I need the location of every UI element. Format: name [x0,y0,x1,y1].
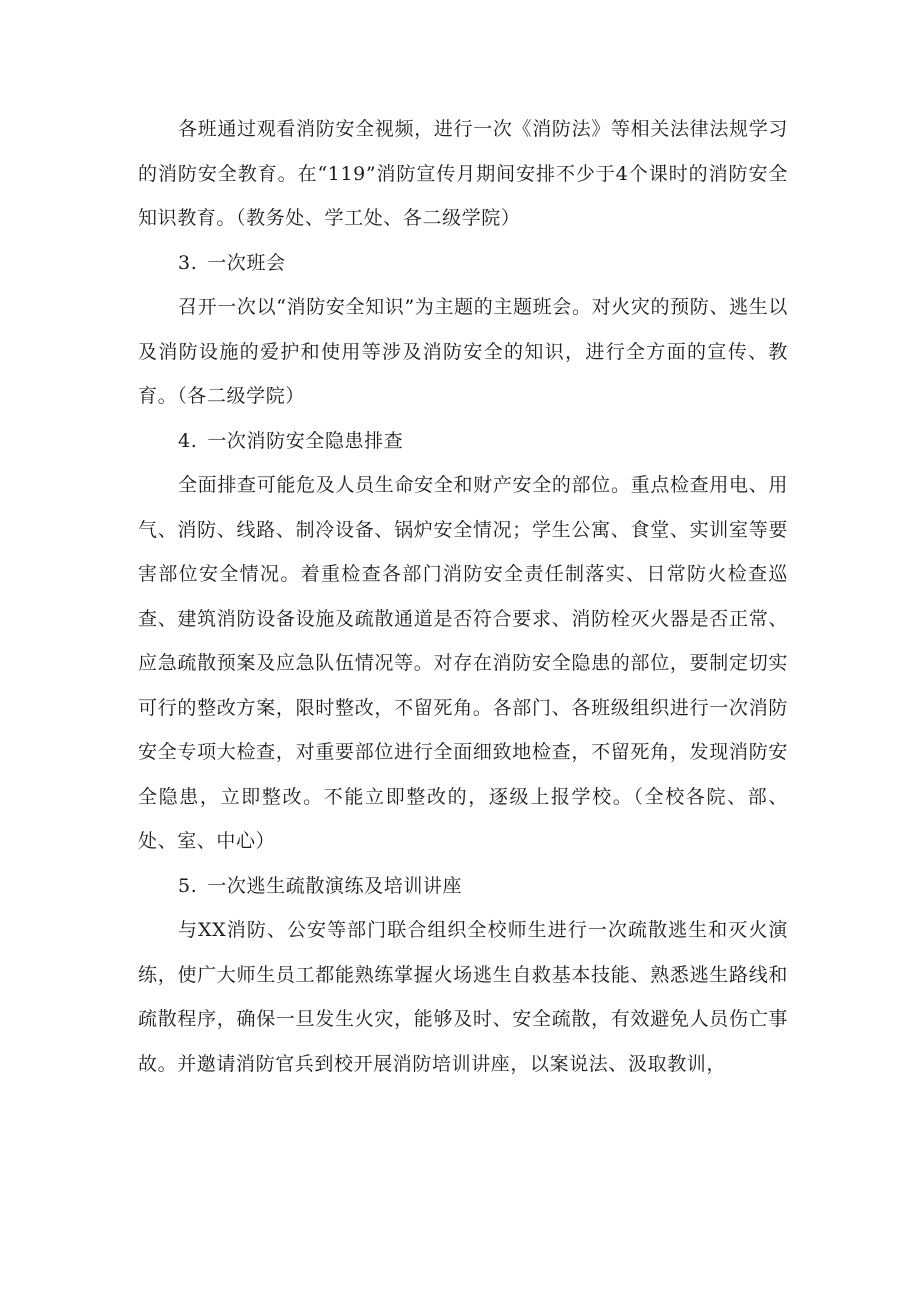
section-number: 5. [178,874,198,897]
section-number: 3. [178,251,198,274]
section-title: 一次逃生疏散演练及培训讲座 [207,874,463,897]
section-title: 一次班会 [207,251,286,274]
section-heading-evacuation-drill [138,864,788,909]
paragraph-class-meeting: 召开一次以“消防安全知识”为主题的主题班会。对火灾的预防、逃生以及消防设施的爱护和使用等涉及消防安全的知识，进行全方面的宣传、教育。（各二级学院） [138,296,788,407]
section-heading-hazard-inspection [138,419,788,464]
paragraph-evacuation-drill: 与XX消防、公安等部门联合组织全校师生进行一次疏散逃生和灭火演练，使广大师生员工都能熟练掌握火场逃生自救基本技能、熟悉逃生路线和疏散程序，确保一旦发生火灾，能够及时、安全疏散，有效避免人员伤亡事故。并邀请消防官兵到校开展消防培训讲座，以案说法、汲取教训， [138,919,788,1075]
section-heading-class-meeting [138,241,788,286]
paragraph-video-education: 各班通过观看消防安全视频，进行一次《消防法》等相关法律法规学习的消防安全教育。在“119”消防宣传月期间安排不少于4个课时的消防安全知识教育。（教务处、学工处、各二级学院） [138,118,788,229]
section-number: 4. [178,429,198,452]
paragraph-hazard-inspection: 全面排查可能危及人员生命安全和财产安全的部位。重点检查用电、用气、消防、线路、制冷设备、锅炉安全情况；学生公寓、食堂、实训室等要害部位安全情况。着重检查各部门消防安全责任制落实、日常防火检查巡查、建筑消防设备设施及疏散通道是否符合要求、消防栓灭火器是否正常、应急疏散预案及应急队伍情况等。对存在消防安全隐患的部位，要制定切实可行的整改方案，限时整改，不留死角。各部门、各班级组织进行一次消防安全专项大检查，对重要部位进行全面细致地检查，不留死角，发现消防安全隐患，立即整改。不能立即整改的，逐级上报学校。（全校各院、部、处、室、中心） [138,474,788,852]
section-title: 一次消防安全隐患排查 [207,429,404,452]
